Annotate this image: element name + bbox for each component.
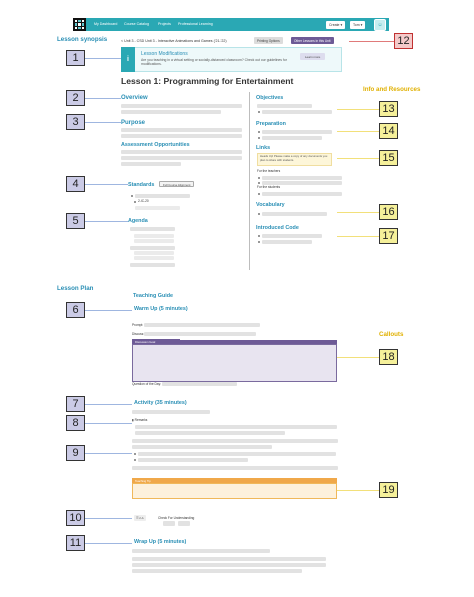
assessment-text-line (121, 162, 181, 166)
prompt-text-line (144, 323, 260, 327)
agenda-item[interactable] (134, 251, 174, 255)
code-org-logo[interactable] (73, 18, 86, 31)
user-menu-button[interactable]: Tom ▾ (350, 21, 365, 29)
list-bullet (258, 241, 260, 243)
preparation-heading: Preparation (256, 121, 286, 127)
understanding-option[interactable] (163, 521, 175, 526)
annotation-marker-9: 9 (66, 445, 85, 461)
marker-leader-line (85, 423, 132, 424)
marker-leader-line (349, 41, 394, 42)
warm-up-heading: Warm Up (5 minutes) (134, 306, 188, 312)
understanding-option[interactable] (178, 521, 190, 526)
list-bullet (134, 453, 136, 455)
annotation-marker-2: 2 (66, 90, 85, 106)
student-link[interactable] (262, 192, 342, 196)
activity-text-line (132, 445, 272, 449)
discussion-goal-header-bar (180, 340, 337, 344)
standards-heading: Standards (128, 182, 155, 188)
vocabulary-term[interactable] (262, 212, 327, 216)
objective-text-line (257, 104, 312, 108)
annotation-marker-16: 16 (379, 204, 398, 220)
info-icon: i (121, 47, 135, 72)
annotation-marker-6: 6 (66, 302, 85, 318)
annotation-marker-18: 18 (379, 349, 398, 365)
create-dropdown-button[interactable]: Create ▾ (326, 21, 345, 29)
introduced-code-heading: Introduced Code (256, 225, 299, 231)
teaching-tip-tab: Teaching Tip (132, 478, 337, 483)
lesson-synopsis-label: Lesson synopsis (57, 36, 108, 43)
marker-leader-line (85, 310, 132, 311)
discuss-text-line (144, 332, 256, 336)
annotation-marker-10: 10 (66, 510, 85, 526)
marker-leader-line (85, 58, 121, 59)
marker-leader-line (337, 357, 379, 358)
purpose-heading: Purpose (121, 120, 146, 126)
agenda-heading: Agenda (128, 218, 148, 224)
marker-leader-line (85, 453, 132, 454)
objective-text-line (262, 110, 332, 114)
remarks-text: Remarks (134, 418, 148, 422)
page-title: Lesson 1: Programming for Entertainment (121, 76, 294, 86)
assessment-text-line (121, 156, 242, 160)
overview-text-line (121, 104, 242, 108)
list-bullet (131, 195, 133, 197)
agenda-item[interactable] (130, 227, 175, 231)
nav-my-dashboard[interactable]: My Dashboard (94, 22, 118, 26)
activity-text-line (132, 466, 338, 470)
assessment-text-line (121, 150, 242, 154)
activity-list-item (138, 458, 248, 462)
purpose-text-line (121, 128, 242, 132)
links-heads-up-note: Heads Up! Please make a copy of any documents you plan to share with students. (257, 153, 332, 166)
list-bullet (258, 177, 260, 179)
code-reference[interactable] (262, 234, 322, 238)
purpose-text-line (121, 134, 242, 138)
agenda-item[interactable] (134, 256, 174, 260)
annotation-marker-15: 15 (379, 150, 398, 166)
wrap-up-text-line (132, 563, 326, 567)
annotation-marker-5: 5 (66, 213, 85, 229)
code-reference[interactable] (262, 240, 312, 244)
wrap-up-heading: Wrap Up (5 minutes) (134, 539, 187, 545)
overview-text-line (121, 110, 221, 114)
wrap-up-text-line (132, 569, 302, 573)
check-understanding-label: Check For Understanding (158, 516, 195, 520)
activity-text-line (132, 439, 338, 443)
list-bullet (258, 131, 260, 133)
annotation-marker-11: 11 (66, 535, 85, 551)
question-of-day-label: Question of the Day: (132, 382, 162, 386)
marker-leader-line (337, 131, 379, 132)
marker-leader-line (337, 236, 379, 237)
marker-leader-line (337, 158, 379, 159)
standard-text-line (135, 194, 190, 198)
remarks-label: ▮ Remarks (132, 418, 148, 422)
activity-list-item (138, 452, 336, 456)
info-resources-label: Info and Resources (363, 86, 421, 93)
wrap-up-text-line (132, 549, 270, 553)
annotation-marker-8: 8 (66, 415, 85, 431)
activity-heading: Activity (35 minutes) (134, 400, 187, 406)
for-students-label: For the students (257, 185, 281, 189)
marker-leader-line (337, 490, 379, 491)
other-lessons-button[interactable]: Other Lessons in this Unit (291, 37, 334, 44)
agenda-item[interactable] (134, 239, 174, 243)
list-bullet (258, 213, 260, 215)
agenda-item[interactable] (130, 263, 175, 267)
prompt-label: Prompt: (132, 323, 144, 327)
annotation-marker-12: 12 (394, 33, 413, 49)
banner-text: Are you teaching in a virtual setting or socially-distanced classroom? Check out our guidelines for modifications. (141, 58, 287, 67)
remarks-text-line (135, 431, 285, 435)
standard-code[interactable]: 2-IC-20 (138, 199, 149, 203)
printing-options-button[interactable]: Printing Options (254, 37, 283, 44)
list-bullet (134, 201, 136, 203)
list-bullet (258, 111, 260, 113)
annotation-marker-3: 3 (66, 114, 85, 130)
marker-leader-line (85, 518, 132, 519)
question-of-day-text (162, 382, 237, 386)
annotation-marker-1: 1 (66, 50, 85, 66)
marker-leader-line (85, 184, 128, 185)
assessment-heading: Assessment Opportunities (121, 142, 190, 148)
full-course-alignment-button[interactable]: Full Course Alignment (159, 181, 194, 187)
nav-projects[interactable]: Projects (158, 22, 171, 26)
nav-professional-learning[interactable]: Professional Learning (178, 22, 213, 26)
banner-title: Lesson Modifications (141, 51, 188, 57)
annotation-marker-14: 14 (379, 123, 398, 139)
assessment-code: 2-A (139, 516, 144, 521)
assessment-code-badge[interactable]: ☰ 2-A (136, 516, 144, 521)
overview-heading: Overview (121, 95, 148, 101)
column-divider (249, 92, 250, 270)
for-teachers-label: For the teachers (257, 169, 281, 173)
list-bullet (258, 193, 260, 195)
marker-leader-line (337, 109, 379, 110)
preparation-text-line (262, 130, 332, 134)
teaching-guide-heading: Teaching Guide (133, 293, 174, 299)
list-bullet (134, 459, 136, 461)
marker-leader-line (85, 98, 121, 99)
list-bullet (258, 182, 260, 184)
breadcrumb[interactable]: < Unit 3 - CSD Unit 3 - Interactive Animations and Games ('21-'22) (121, 38, 227, 43)
marker-leader-line (85, 404, 132, 405)
annotation-marker-17: 17 (379, 228, 398, 244)
teacher-link[interactable] (262, 176, 342, 180)
annotation-marker-19: 19 (379, 482, 398, 498)
list-bullet (258, 137, 260, 139)
discuss-label: Discuss: (132, 332, 145, 336)
vocabulary-heading: Vocabulary (256, 202, 285, 208)
annotation-marker-4: 4 (66, 176, 85, 192)
nav-course-catalog[interactable]: Course Catalog (124, 22, 149, 26)
wrap-up-text-line (132, 557, 326, 561)
activity-text-line (132, 410, 210, 414)
discussion-goal-tab: Discussion Goal (132, 339, 180, 344)
lesson-plan-label: Lesson Plan (57, 285, 94, 292)
callouts-label: Callouts (379, 331, 404, 338)
agenda-item[interactable] (134, 234, 174, 238)
marker-leader-line (85, 122, 121, 123)
marker-leader-line (337, 212, 379, 213)
preparation-text-line (262, 136, 322, 140)
teaching-tip-callout (132, 483, 337, 499)
annotation-marker-13: 13 (379, 101, 398, 117)
annotation-marker-7: 7 (66, 396, 85, 412)
learn-more-button[interactable]: Learn more (300, 53, 325, 60)
agenda-item[interactable] (130, 246, 175, 250)
marker-leader-line (85, 543, 132, 544)
marker-leader-line (85, 221, 128, 222)
links-heading: Links (256, 145, 271, 151)
objectives-heading: Objectives (256, 95, 284, 101)
discussion-goal-callout (132, 344, 337, 382)
remarks-text-line (135, 425, 337, 429)
standard-text-line (135, 206, 180, 210)
list-bullet (258, 235, 260, 237)
avatar[interactable]: ☺ (374, 19, 386, 31)
